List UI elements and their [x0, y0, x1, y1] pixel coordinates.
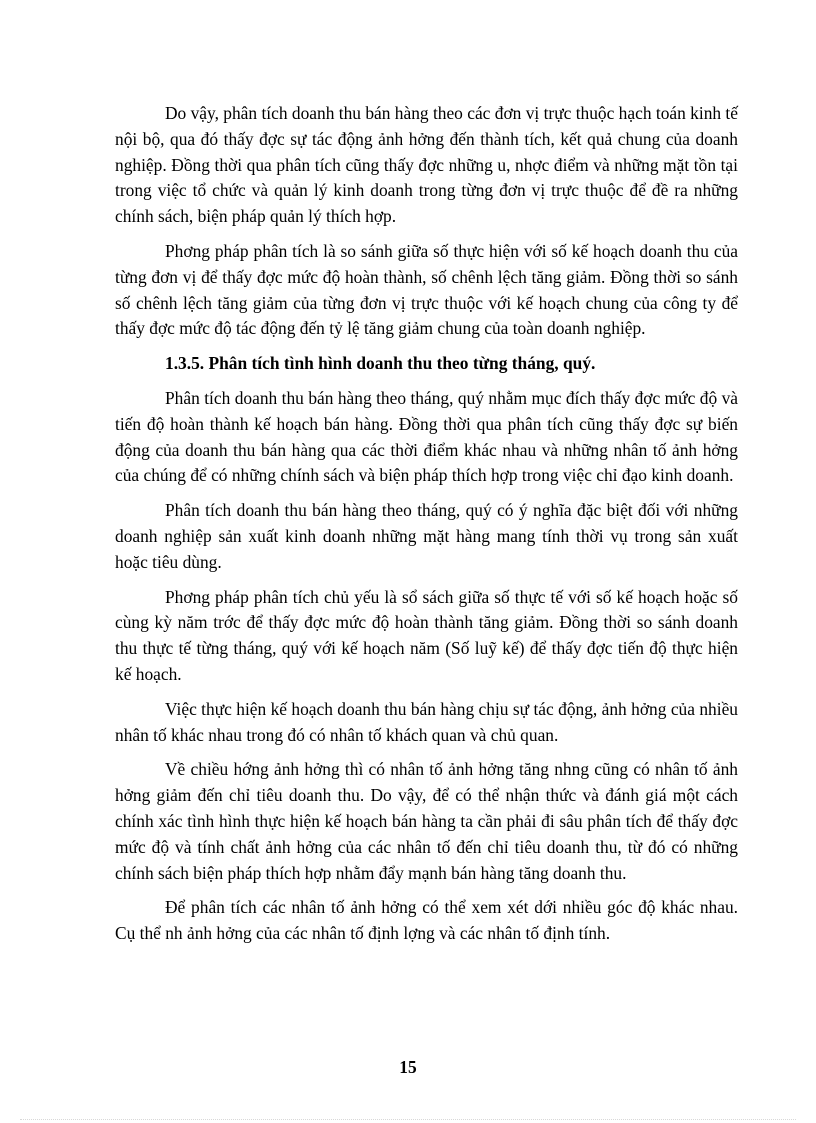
- paragraph: Phơng pháp phân tích là so sánh giữa số thực hiện với số kế hoạch doanh thu của từng đơn vị để thấy đợc mức độ hoàn thành, số chênh lệch tăng giảm. Đồng thời so sánh số chênh lệch tăng giảm của từng đơn vị trực thuộc với kế hoạch chung của công ty để thấy đợc mức độ tác động đến tỷ lệ tăng giảm chung của toàn doanh nghiệp.: [115, 240, 738, 339]
- paragraph: Do vậy, phân tích doanh thu bán hàng theo các đơn vị trực thuộc hạch toán kinh tế nội bộ, qua đó thấy đợc sự tác động ảnh hởng đến thành tích, kết quả chung của doanh nghiệp. Đồng thời qua phân tích cũng thấy đợc những u, nhợc điểm và những mặt tồn tại trong việc tổ chức và quản lý kinh doanh trong từng đơn vị trực thuộc để đề ra những chính sách, biện pháp quản lý thích hợp.: [115, 103, 738, 227]
- page-number: 15: [399, 1057, 417, 1077]
- section-heading: 1.3.5. Phân tích tình hình doanh thu theo từng tháng, quý.: [165, 353, 596, 374]
- paragraph: Về chiều hớng ảnh hởng thì có nhân tố ảnh hởng tăng nhng cũng có nhân tố ảnh hởng giảm đến chỉ tiêu doanh thu. Do vậy, để có thể nhận thức và đánh giá một cách chính xác tình hình thực hiện kế hoạch bán hàng ta cần phải đi sâu phân tích để thấy đợc mức độ và tính chất ảnh hởng của các nhân tố đến chỉ tiêu doanh thu, từ đó có những chính sách biện pháp thích hợp nhằm đẩy mạnh bán hàng tăng doanh thu.: [115, 759, 738, 883]
- paragraph: Để phân tích các nhân tố ảnh hởng có thể xem xét dới nhiều góc độ khác nhau. Cụ thể nh ảnh hởng của các nhân tố định lợng và các nhân tố định tính.: [115, 897, 738, 944]
- paragraph: Phân tích doanh thu bán hàng theo tháng, quý có ý nghĩa đặc biệt đối với những doanh nghiệp sản xuất kinh doanh những mặt hàng mang tính thời vụ trong sản xuất hoặc tiêu dùng.: [115, 500, 738, 572]
- document-page: [115, 101, 738, 956]
- paragraph: Phân tích doanh thu bán hàng theo tháng, quý nhằm mục đích thấy đợc mức độ và tiến độ hoàn thành kế hoạch bán hàng. Đồng thời qua phân tích cũng thấy đợc sự biến động của doanh thu bán hàng qua các thời điểm khác nhau và những nhân tố ảnh hởng của chúng để có những chính sách và biện pháp thích hợp trong việc chỉ đạo kinh doanh.: [115, 387, 738, 486]
- page-bottom-divider: [20, 1119, 796, 1120]
- paragraph: Việc thực hiện kế hoạch doanh thu bán hàng chịu sự tác động, ảnh hởng của nhiều nhân tố khác nhau trong đó có nhân tố khách quan và chủ quan.: [115, 698, 738, 745]
- paragraph: Phơng pháp phân tích chủ yếu là sổ sách giữa số thực tế với số kế hoạch hoặc số cùng kỳ năm trớc để thấy đợc mức độ hoàn thành tăng giảm. Đồng thời so sánh doanh thu thực tế từng tháng, quý với kế hoạch năm (Số luỹ kế) để thấy đợc tiến độ thực hiện kế hoạch.: [115, 586, 738, 684]
